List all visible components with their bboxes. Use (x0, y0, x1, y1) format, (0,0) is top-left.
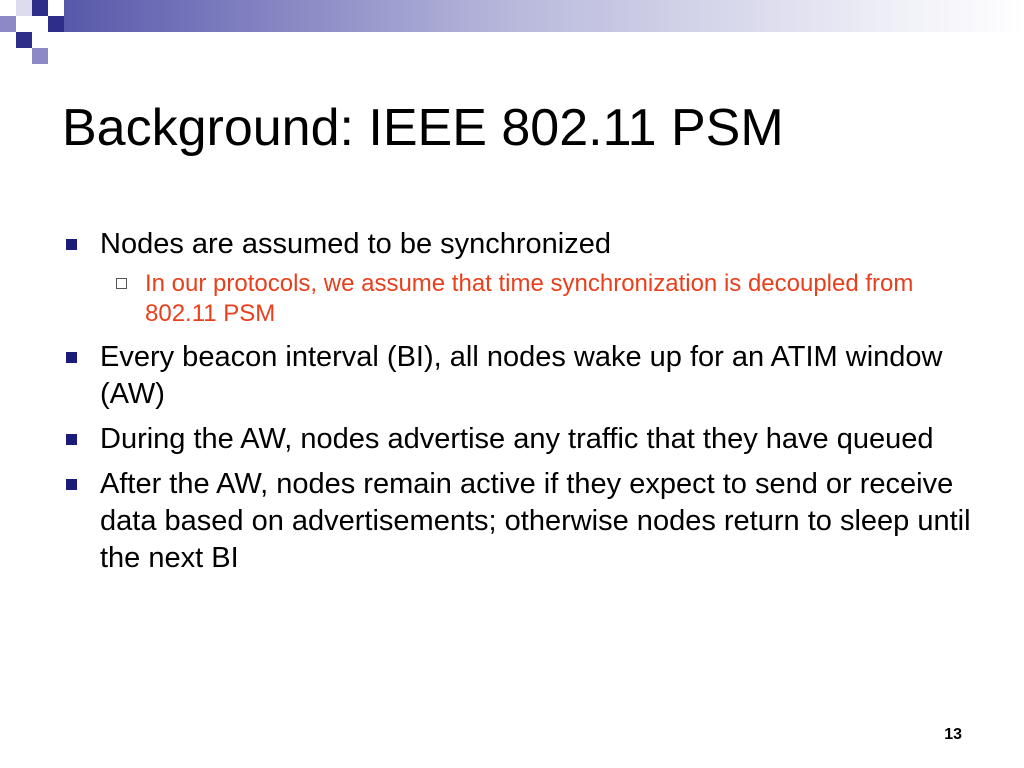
bullet-text: During the AW, nodes advertise any traffic that they have queued (100, 423, 934, 455)
square-bullet-icon (66, 352, 77, 363)
header-square (32, 0, 48, 16)
square-bullet-icon (66, 479, 77, 490)
hollow-square-bullet-icon (116, 278, 127, 289)
subbullet-item (62, 269, 972, 329)
header-square (48, 16, 64, 32)
square-bullet-icon (66, 239, 77, 250)
header-square (48, 0, 64, 16)
header-gradient-bar (0, 0, 1024, 32)
header-square (32, 16, 48, 32)
page-number: 13 (944, 726, 962, 743)
bullet-item (62, 466, 972, 577)
header-square (16, 0, 32, 16)
bullet-text: After the AW, nodes remain active if they expect to send or receive data based on advertisements; otherwise nodes return to sleep until the next BI (100, 468, 971, 574)
bullet-item (62, 339, 972, 413)
bullet-text: Every beacon interval (BI), all nodes wake up for an ATIM window (AW) (100, 341, 943, 410)
header-square (0, 16, 16, 32)
header-square (16, 32, 32, 48)
header-square (32, 48, 48, 64)
slide-title: Background: IEEE 802.11 PSM (62, 99, 784, 157)
square-bullet-icon (66, 434, 77, 445)
bullet-list (62, 226, 972, 585)
header-square (0, 0, 16, 16)
header-square (16, 16, 32, 32)
bullet-text: Nodes are assumed to be synchronized (100, 228, 612, 260)
subbullet-text: In our protocols, we assume that time synchronization is decoupled from 802.11 PSM (145, 270, 914, 327)
bullet-item (62, 421, 972, 458)
bullet-item (62, 226, 972, 263)
